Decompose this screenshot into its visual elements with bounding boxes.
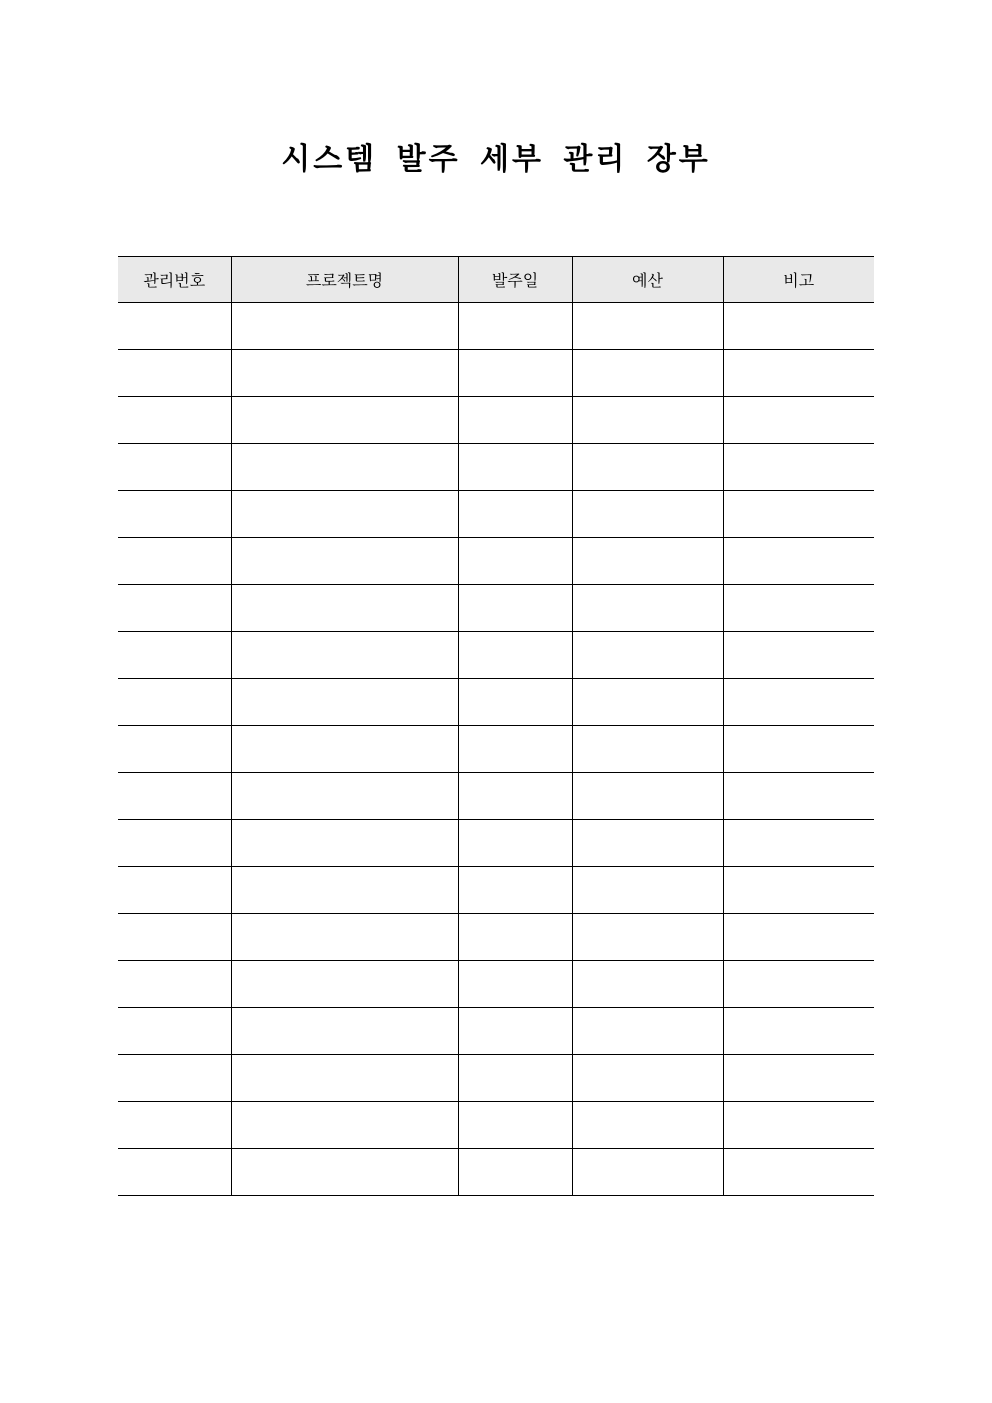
table-row [118,1149,874,1196]
cell-remarks[interactable] [723,679,874,726]
cell-project-name[interactable] [231,726,458,773]
cell-budget[interactable] [572,538,723,585]
cell-remarks[interactable] [723,632,874,679]
cell-management-number[interactable] [118,538,231,585]
cell-management-number[interactable] [118,726,231,773]
cell-remarks[interactable] [723,1008,874,1055]
document-title: 시스템 발주 세부 관리 장부 [281,142,711,177]
cell-remarks[interactable] [723,726,874,773]
cell-order-date[interactable] [458,538,572,585]
cell-remarks[interactable] [723,350,874,397]
cell-budget[interactable] [572,820,723,867]
table-row [118,397,874,444]
header-row [118,257,874,303]
cell-project-name[interactable] [231,397,458,444]
table-row [118,726,874,773]
cell-management-number[interactable] [118,397,231,444]
cell-budget[interactable] [572,773,723,820]
table-row [118,491,874,538]
cell-budget[interactable] [572,303,723,350]
cell-project-name[interactable] [231,538,458,585]
cell-order-date[interactable] [458,773,572,820]
table-row [118,914,874,961]
cell-management-number[interactable] [118,679,231,726]
cell-budget[interactable] [572,397,723,444]
cell-management-number[interactable] [118,303,231,350]
cell-management-number[interactable] [118,632,231,679]
order-ledger-table [118,256,874,1196]
cell-management-number[interactable] [118,1055,231,1102]
cell-remarks[interactable] [723,961,874,1008]
cell-project-name[interactable] [231,350,458,397]
cell-budget[interactable] [572,632,723,679]
cell-order-date[interactable] [458,679,572,726]
header-project-name: 프로젝트명 [231,257,458,303]
cell-budget[interactable] [572,350,723,397]
cell-remarks[interactable] [723,820,874,867]
header-budget: 예산 [572,257,723,303]
table-row [118,867,874,914]
cell-remarks[interactable] [723,1102,874,1149]
table-row [118,350,874,397]
cell-order-date[interactable] [458,1149,572,1196]
cell-remarks[interactable] [723,1149,874,1196]
cell-management-number[interactable] [118,820,231,867]
cell-budget[interactable] [572,1149,723,1196]
table-row [118,632,874,679]
table-row [118,303,874,350]
cell-project-name[interactable] [231,820,458,867]
cell-order-date[interactable] [458,1055,572,1102]
cell-remarks[interactable] [723,538,874,585]
cell-management-number[interactable] [118,914,231,961]
cell-remarks[interactable] [723,303,874,350]
table-row [118,1102,874,1149]
cell-management-number[interactable] [118,1008,231,1055]
cell-order-date[interactable] [458,491,572,538]
table-row [118,773,874,820]
cell-remarks[interactable] [723,491,874,538]
cell-budget[interactable] [572,726,723,773]
table-row [118,585,874,632]
cell-order-date[interactable] [458,726,572,773]
cell-budget[interactable] [572,961,723,1008]
cell-management-number[interactable] [118,1149,231,1196]
cell-project-name[interactable] [231,914,458,961]
cell-remarks[interactable] [723,444,874,491]
cell-budget[interactable] [572,585,723,632]
cell-project-name[interactable] [231,1102,458,1149]
table-row [118,1055,874,1102]
header-order-date: 발주일 [458,257,572,303]
header-remarks: 비고 [723,257,874,303]
cell-project-name[interactable] [231,303,458,350]
table-row [118,820,874,867]
cell-project-name[interactable] [231,679,458,726]
cell-budget[interactable] [572,1102,723,1149]
cell-project-name[interactable] [231,1055,458,1102]
cell-order-date[interactable] [458,1102,572,1149]
cell-project-name[interactable] [231,585,458,632]
cell-project-name[interactable] [231,1149,458,1196]
table-row [118,961,874,1008]
cell-budget[interactable] [572,679,723,726]
table-row [118,679,874,726]
table-body [118,303,874,1196]
cell-management-number[interactable] [118,961,231,1008]
cell-order-date[interactable] [458,867,572,914]
cell-remarks[interactable] [723,914,874,961]
cell-remarks[interactable] [723,585,874,632]
table-row [118,444,874,491]
cell-budget[interactable] [572,491,723,538]
cell-order-date[interactable] [458,350,572,397]
cell-project-name[interactable] [231,632,458,679]
cell-remarks[interactable] [723,397,874,444]
cell-remarks[interactable] [723,773,874,820]
cell-order-date[interactable] [458,1008,572,1055]
cell-budget[interactable] [572,1008,723,1055]
cell-order-date[interactable] [458,961,572,1008]
cell-order-date[interactable] [458,632,572,679]
cell-budget[interactable] [572,444,723,491]
cell-order-date[interactable] [458,303,572,350]
cell-project-name[interactable] [231,491,458,538]
cell-management-number[interactable] [118,491,231,538]
cell-management-number[interactable] [118,773,231,820]
cell-management-number[interactable] [118,585,231,632]
cell-project-name[interactable] [231,1008,458,1055]
cell-budget[interactable] [572,1055,723,1102]
cell-remarks[interactable] [723,867,874,914]
cell-project-name[interactable] [231,961,458,1008]
cell-order-date[interactable] [458,397,572,444]
table-row [118,538,874,585]
cell-management-number[interactable] [118,1102,231,1149]
table-row [118,1008,874,1055]
cell-management-number[interactable] [118,350,231,397]
cell-management-number[interactable] [118,444,231,491]
cell-project-name[interactable] [231,867,458,914]
cell-budget[interactable] [572,914,723,961]
cell-project-name[interactable] [231,444,458,491]
cell-project-name[interactable] [231,773,458,820]
cell-order-date[interactable] [458,914,572,961]
cell-budget[interactable] [572,867,723,914]
cell-order-date[interactable] [458,444,572,491]
cell-remarks[interactable] [723,1055,874,1102]
cell-management-number[interactable] [118,867,231,914]
cell-order-date[interactable] [458,820,572,867]
cell-order-date[interactable] [458,585,572,632]
header-management-number: 관리번호 [118,257,231,303]
